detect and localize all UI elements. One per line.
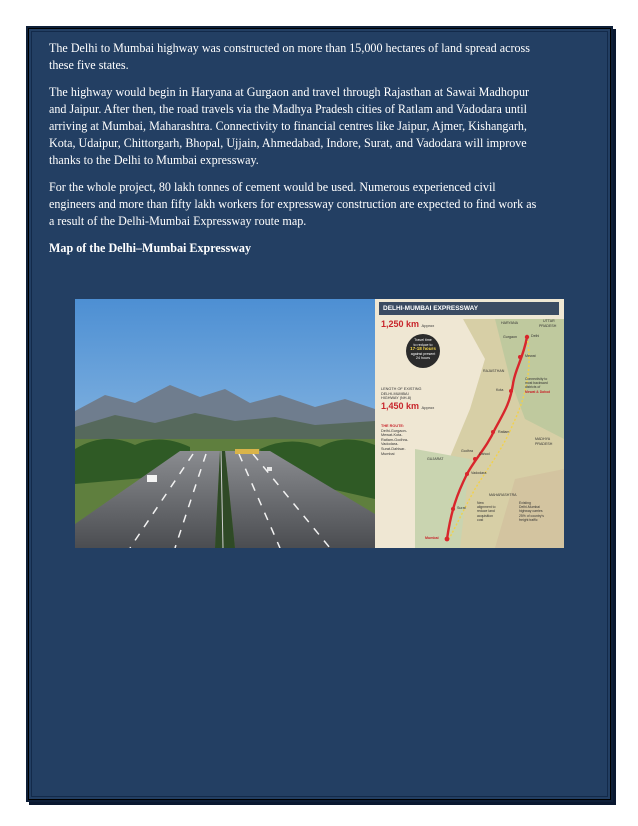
note-line: highway carries <box>519 509 543 514</box>
existing-label-line: HIGHWAY (NH-8) <box>381 396 412 401</box>
route-heading: THE ROUTE: <box>381 424 405 428</box>
city-label: Gurgaon <box>503 335 517 339</box>
state-label: MAHARASHTRA <box>489 493 517 497</box>
travel-time-line: 24 hours <box>416 356 430 361</box>
state-label: UTTAR <box>543 319 555 323</box>
existing-length: 1,450 km <box>381 400 420 411</box>
section-heading: Map of the Delhi–Mumbai Expressway <box>49 241 252 255</box>
note-line: Delhi-Mumbai <box>519 505 540 510</box>
travel-time-line: 17-18 hours <box>410 346 436 352</box>
connectivity-note <box>525 377 550 394</box>
travel-time-line: to reduce to <box>413 342 433 347</box>
map-length-suffix: Approx <box>421 323 435 328</box>
note-line: districts of <box>525 385 541 390</box>
paragraph-2: The highway would begin in Haryana at Gurgaon and travel through Rajasthan at Sawai Madhopur and Jaipur. After then, the road travels via the Madhya Pradesh cities of Ratlam and Vadodara until arriving at Mumbai, Maharashtra. Connectivity to financial centres like Jaipur, Ajmer, Kishangarh, Kota, Udaipur, Chittorgarh, Bhopal, Ujjain, Ahmedabad, Indore, Surat, and Vadodara will improve thanks to the Delhi to Mumbai expressway. <box>49 85 530 167</box>
note-line: New <box>477 501 484 505</box>
existing-label-line: DELHI-MUMBAI <box>381 391 409 396</box>
city-label: Mewat <box>525 354 536 358</box>
expressway-photo <box>75 299 375 548</box>
note-line: freight traffic <box>519 517 538 522</box>
route-line: Vadodara- <box>381 442 399 447</box>
map-title: DELHI-MUMBAI EXPRESSWAY <box>379 302 559 315</box>
note-line: Mewat & Dahod <box>525 389 551 394</box>
document-body <box>49 40 543 267</box>
route-line: Delhi-Gurgaon- <box>381 428 407 433</box>
map-length: 1,250 km <box>381 319 420 329</box>
note-line: cost <box>477 517 484 522</box>
state-label: HARYANA <box>501 321 519 325</box>
existing-length-suffix: Approx <box>421 404 435 410</box>
city-label: Godhra <box>461 449 473 453</box>
note-line: most backward <box>525 381 548 386</box>
route-map <box>375 299 564 548</box>
city-label: Mumbai <box>425 536 439 540</box>
city-label: Surat <box>457 506 466 510</box>
route-line: Surat-Dahisar- <box>381 446 406 451</box>
paragraph-1: The Delhi to Mumbai highway was constructed on more than 15,000 hectares of land spread across these five states. <box>49 41 530 72</box>
note-line: acquisition <box>477 513 494 518</box>
city-label: Ratlam <box>498 430 510 434</box>
paragraph-3: For the whole project, 80 lakh tonnes of cement would be used. Numerous experienced civil engineers and more than fifty lakh workers for expressway construction are expected to find work as a result of the Delhi-Mumbai Expressway route map. <box>49 180 537 228</box>
state-label: RAJASTHAN <box>483 369 505 373</box>
city-label: Dahod <box>479 452 490 456</box>
existing-label-line: LENGTH OF EXISTING <box>381 387 422 391</box>
state-label: PRADESH <box>539 324 557 328</box>
note-new-alignment <box>477 501 495 522</box>
note-line: alignment to <box>477 505 496 510</box>
state-label: GUJARAT <box>427 457 444 461</box>
city-label: Delhi <box>531 334 540 338</box>
note-line: 25% of country's <box>519 513 544 518</box>
city-label: Kota <box>496 388 504 392</box>
note-line: Existing <box>519 501 531 505</box>
note-existing-highway <box>519 501 544 522</box>
city-label: Vadodara <box>471 471 487 475</box>
note-line: reduce land <box>477 509 495 514</box>
route-line: Mewat-Kota- <box>381 433 403 438</box>
state-label: MADHYA <box>535 437 551 441</box>
travel-time-line: Travel time <box>414 338 432 342</box>
travel-time-line: against present <box>410 351 436 356</box>
route-line: Ratlam-Godhra- <box>381 437 409 442</box>
state-label: PRADESH <box>535 442 553 446</box>
route-line: Mumbai <box>381 451 395 456</box>
expressway-figure <box>75 299 564 548</box>
note-line: Connectivity to <box>525 377 548 381</box>
